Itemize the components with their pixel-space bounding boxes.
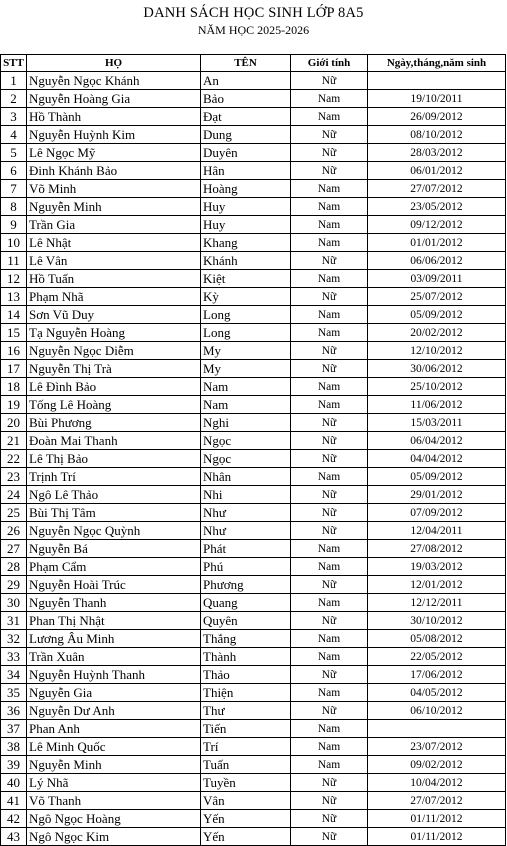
cell-ho: Tống Lê Hoàng (27, 396, 201, 414)
cell-ten: Hoàng (201, 180, 291, 198)
cell-gioi-tinh: Nữ (291, 702, 368, 720)
cell-gioi-tinh: Nam (291, 216, 368, 234)
cell-ho: Lương Âu Minh (27, 630, 201, 648)
cell-ngay-sinh: 09/12/2012 (368, 216, 506, 234)
cell-ten: Huy (201, 216, 291, 234)
cell-gioi-tinh: Nữ (291, 342, 368, 360)
cell-gioi-tinh: Nam (291, 738, 368, 756)
cell-stt: 4 (1, 126, 27, 144)
cell-ten: Nhân (201, 468, 291, 486)
cell-ngay-sinh: 01/01/2012 (368, 234, 506, 252)
student-table (0, 54, 506, 846)
cell-ten: Phát (201, 540, 291, 558)
cell-stt: 1 (1, 72, 27, 90)
cell-gioi-tinh: Nam (291, 684, 368, 702)
cell-ten: Quang (201, 594, 291, 612)
cell-ten: Vân (201, 792, 291, 810)
table-row (1, 90, 506, 108)
cell-ngay-sinh: 01/11/2012 (368, 828, 506, 846)
cell-stt: 43 (1, 828, 27, 846)
cell-gioi-tinh: Nam (291, 180, 368, 198)
cell-gioi-tinh: Nữ (291, 522, 368, 540)
header-ho: HỌ (27, 55, 201, 72)
cell-ngay-sinh: 10/04/2012 (368, 774, 506, 792)
cell-ho: Bùi Phương (27, 414, 201, 432)
cell-ho: Lê Vân (27, 252, 201, 270)
cell-ngay-sinh: 25/10/2012 (368, 378, 506, 396)
cell-ngay-sinh: 12/01/2012 (368, 576, 506, 594)
table-row (1, 162, 506, 180)
table-row (1, 702, 506, 720)
cell-stt: 33 (1, 648, 27, 666)
cell-stt: 40 (1, 774, 27, 792)
cell-ten: Thư (201, 702, 291, 720)
cell-ten: Thắng (201, 630, 291, 648)
cell-gioi-tinh: Nữ (291, 828, 368, 846)
cell-ho: Hồ Tuấn (27, 270, 201, 288)
cell-ngay-sinh: 23/07/2012 (368, 738, 506, 756)
table-row (1, 792, 506, 810)
table-row (1, 612, 506, 630)
page-subtitle: NĂM HỌC 2025-2026 (197, 23, 310, 37)
table-row (1, 648, 506, 666)
cell-stt: 2 (1, 90, 27, 108)
cell-ho: Lê Minh Quốc (27, 738, 201, 756)
cell-ho: Trần Xuân (27, 648, 201, 666)
cell-ngay-sinh: 05/09/2012 (368, 306, 506, 324)
cell-gioi-tinh: Nữ (291, 432, 368, 450)
cell-ngay-sinh: 09/02/2012 (368, 756, 506, 774)
cell-ten: Khánh (201, 252, 291, 270)
cell-stt: 21 (1, 432, 27, 450)
cell-ngay-sinh: 29/01/2012 (368, 486, 506, 504)
cell-stt: 31 (1, 612, 27, 630)
cell-ho: Nguyễn Huỳnh Thanh (27, 666, 201, 684)
cell-ten: Phương (201, 576, 291, 594)
cell-gioi-tinh: Nữ (291, 810, 368, 828)
table-row (1, 666, 506, 684)
table-row (1, 594, 506, 612)
cell-ten: Bảo (201, 90, 291, 108)
table-row (1, 414, 506, 432)
cell-ten: Quyên (201, 612, 291, 630)
cell-gioi-tinh: Nam (291, 234, 368, 252)
table-row (1, 396, 506, 414)
table-row (1, 378, 506, 396)
cell-ho: Lê Thị Bảo (27, 450, 201, 468)
table-row (1, 810, 506, 828)
cell-ten: Thành (201, 648, 291, 666)
table-row (1, 630, 506, 648)
table-row (1, 738, 506, 756)
cell-ho: Đoàn Mai Thanh (27, 432, 201, 450)
cell-ngay-sinh: 08/10/2012 (368, 126, 506, 144)
cell-ngay-sinh: 06/04/2012 (368, 432, 506, 450)
table-row (1, 72, 506, 90)
cell-ngay-sinh: 27/07/2012 (368, 180, 506, 198)
cell-ten: Tiến (201, 720, 291, 738)
cell-ho: Nguyễn Minh (27, 198, 201, 216)
table-row (1, 450, 506, 468)
cell-stt: 39 (1, 756, 27, 774)
cell-ten: Nam (201, 378, 291, 396)
table-row (1, 576, 506, 594)
cell-stt: 10 (1, 234, 27, 252)
header-ten: TÊN (201, 55, 291, 72)
cell-stt: 41 (1, 792, 27, 810)
cell-ngay-sinh (368, 72, 506, 90)
cell-ten: Long (201, 306, 291, 324)
cell-stt: 24 (1, 486, 27, 504)
table-row (1, 108, 506, 126)
cell-ngay-sinh: 04/04/2012 (368, 450, 506, 468)
cell-ten: Trí (201, 738, 291, 756)
cell-gioi-tinh: Nam (291, 756, 368, 774)
cell-ho: Lê Ngọc Mỹ (27, 144, 201, 162)
cell-ho: Nguyễn Bá (27, 540, 201, 558)
cell-ho: Tạ Nguyễn Hoàng (27, 324, 201, 342)
page-title: DANH SÁCH HỌC SINH LỚP 8A5 (143, 5, 364, 21)
cell-stt: 14 (1, 306, 27, 324)
cell-ngay-sinh: 12/04/2011 (368, 522, 506, 540)
cell-ten: My (201, 360, 291, 378)
cell-ten: Ngọc (201, 450, 291, 468)
cell-gioi-tinh: Nam (291, 720, 368, 738)
table-row (1, 216, 506, 234)
cell-stt: 6 (1, 162, 27, 180)
cell-ten: Yến (201, 810, 291, 828)
cell-ngay-sinh: 19/03/2012 (368, 558, 506, 576)
cell-ten: Tuấn (201, 756, 291, 774)
cell-gioi-tinh: Nam (291, 558, 368, 576)
cell-gioi-tinh: Nam (291, 90, 368, 108)
cell-gioi-tinh: Nữ (291, 612, 368, 630)
cell-ho: Nguyễn Ngọc Khánh (27, 72, 201, 90)
cell-gioi-tinh: Nam (291, 324, 368, 342)
cell-ten: Như (201, 504, 291, 522)
cell-ngay-sinh: 12/12/2011 (368, 594, 506, 612)
cell-ho: Phan Anh (27, 720, 201, 738)
cell-ngay-sinh: 19/10/2011 (368, 90, 506, 108)
cell-ho: Võ Minh (27, 180, 201, 198)
cell-ho: Lê Đình Bảo (27, 378, 201, 396)
cell-ngay-sinh: 30/10/2012 (368, 612, 506, 630)
cell-gioi-tinh: Nữ (291, 774, 368, 792)
cell-ho: Phạm Nhã (27, 288, 201, 306)
cell-gioi-tinh: Nữ (291, 450, 368, 468)
cell-ten: My (201, 342, 291, 360)
table-row (1, 684, 506, 702)
cell-stt: 16 (1, 342, 27, 360)
cell-ngay-sinh: 11/06/2012 (368, 396, 506, 414)
cell-stt: 36 (1, 702, 27, 720)
cell-stt: 42 (1, 810, 27, 828)
cell-gioi-tinh: Nữ (291, 792, 368, 810)
cell-ngay-sinh: 30/06/2012 (368, 360, 506, 378)
table-row (1, 432, 506, 450)
cell-stt: 15 (1, 324, 27, 342)
cell-gioi-tinh: Nam (291, 468, 368, 486)
header-ngay-sinh: Ngày,tháng,năm sinh (368, 55, 506, 72)
cell-gioi-tinh: Nam (291, 108, 368, 126)
cell-stt: 23 (1, 468, 27, 486)
cell-gioi-tinh: Nam (291, 648, 368, 666)
cell-stt: 28 (1, 558, 27, 576)
cell-ngay-sinh: 12/10/2012 (368, 342, 506, 360)
cell-gioi-tinh: Nam (291, 198, 368, 216)
cell-ngay-sinh: 06/01/2012 (368, 162, 506, 180)
cell-ngay-sinh: 05/09/2012 (368, 468, 506, 486)
table-row (1, 756, 506, 774)
cell-gioi-tinh: Nữ (291, 360, 368, 378)
table-row (1, 288, 506, 306)
cell-ho: Sơn Vũ Duy (27, 306, 201, 324)
cell-stt: 30 (1, 594, 27, 612)
cell-stt: 11 (1, 252, 27, 270)
cell-gioi-tinh: Nữ (291, 288, 368, 306)
cell-stt: 25 (1, 504, 27, 522)
cell-ho: Hồ Thành (27, 108, 201, 126)
table-row (1, 504, 506, 522)
cell-ngay-sinh: 27/07/2012 (368, 792, 506, 810)
cell-ten: Phú (201, 558, 291, 576)
cell-ho: Nguyễn Thanh (27, 594, 201, 612)
cell-gioi-tinh: Nữ (291, 144, 368, 162)
cell-gioi-tinh: Nữ (291, 486, 368, 504)
cell-ho: Phan Thị Nhật (27, 612, 201, 630)
table-row (1, 342, 506, 360)
cell-gioi-tinh: Nữ (291, 252, 368, 270)
cell-ho: Bùi Thị Tâm (27, 504, 201, 522)
cell-ngay-sinh: 28/03/2012 (368, 144, 506, 162)
cell-stt: 22 (1, 450, 27, 468)
cell-ngay-sinh: 15/03/2011 (368, 414, 506, 432)
table-row (1, 486, 506, 504)
table-row (1, 324, 506, 342)
cell-ten: Nhi (201, 486, 291, 504)
cell-gioi-tinh: Nữ (291, 504, 368, 522)
cell-gioi-tinh: Nữ (291, 162, 368, 180)
table-row (1, 828, 506, 846)
header-gioi-tinh: Giới tính (291, 55, 368, 72)
cell-ho: Nguyễn Hoài Trúc (27, 576, 201, 594)
cell-ngay-sinh: 07/09/2012 (368, 504, 506, 522)
cell-gioi-tinh: Nam (291, 306, 368, 324)
cell-stt: 32 (1, 630, 27, 648)
cell-gioi-tinh: Nam (291, 630, 368, 648)
cell-ho: Nguyễn Gia (27, 684, 201, 702)
cell-ten: Tuyền (201, 774, 291, 792)
cell-stt: 35 (1, 684, 27, 702)
cell-stt: 5 (1, 144, 27, 162)
cell-ngay-sinh: 17/06/2012 (368, 666, 506, 684)
cell-stt: 3 (1, 108, 27, 126)
table-row (1, 558, 506, 576)
header-row (1, 55, 506, 72)
cell-gioi-tinh: Nữ (291, 72, 368, 90)
cell-gioi-tinh: Nữ (291, 666, 368, 684)
cell-ho: Nguyễn Dư Anh (27, 702, 201, 720)
table-row (1, 234, 506, 252)
cell-stt: 38 (1, 738, 27, 756)
table-row (1, 252, 506, 270)
cell-ngay-sinh: 06/06/2012 (368, 252, 506, 270)
cell-stt: 7 (1, 180, 27, 198)
cell-ho: Ngô Ngọc Hoàng (27, 810, 201, 828)
table-row (1, 540, 506, 558)
cell-ho: Nguyễn Thị Trà (27, 360, 201, 378)
cell-ten: Thiện (201, 684, 291, 702)
table-row (1, 198, 506, 216)
cell-gioi-tinh: Nữ (291, 126, 368, 144)
cell-ho: Nguyễn Ngọc Quỳnh (27, 522, 201, 540)
cell-ho: Võ Thanh (27, 792, 201, 810)
cell-ten: Nam (201, 396, 291, 414)
cell-stt: 17 (1, 360, 27, 378)
table-row (1, 774, 506, 792)
cell-ho: Trần Gia (27, 216, 201, 234)
cell-ten: Khang (201, 234, 291, 252)
cell-ten: Đạt (201, 108, 291, 126)
cell-ten: Kiệt (201, 270, 291, 288)
cell-ten: Duyên (201, 144, 291, 162)
cell-gioi-tinh: Nam (291, 270, 368, 288)
cell-ngay-sinh: 22/05/2012 (368, 648, 506, 666)
cell-stt: 13 (1, 288, 27, 306)
cell-ho: Ngô Lê Thảo (27, 486, 201, 504)
cell-ten: Yến (201, 828, 291, 846)
cell-ten: Dung (201, 126, 291, 144)
cell-ho: Lý Nhã (27, 774, 201, 792)
table-row (1, 180, 506, 198)
cell-gioi-tinh: Nữ (291, 414, 368, 432)
cell-stt: 34 (1, 666, 27, 684)
table-row (1, 270, 506, 288)
cell-gioi-tinh: Nam (291, 378, 368, 396)
cell-ngay-sinh: 03/09/2011 (368, 270, 506, 288)
cell-stt: 27 (1, 540, 27, 558)
table-row (1, 360, 506, 378)
cell-gioi-tinh: Nam (291, 396, 368, 414)
cell-ten: Huy (201, 198, 291, 216)
cell-ho: Lê Nhật (27, 234, 201, 252)
cell-ho: Nguyễn Huỳnh Kim (27, 126, 201, 144)
cell-ngay-sinh: 25/07/2012 (368, 288, 506, 306)
cell-ten: Hân (201, 162, 291, 180)
cell-ho: Đinh Khánh Bảo (27, 162, 201, 180)
cell-stt: 20 (1, 414, 27, 432)
cell-ho: Trịnh Trí (27, 468, 201, 486)
cell-ten: Nghi (201, 414, 291, 432)
table-row (1, 144, 506, 162)
cell-ngay-sinh: 06/10/2012 (368, 702, 506, 720)
cell-ten: Kỳ (201, 288, 291, 306)
cell-ho: Nguyễn Minh (27, 756, 201, 774)
cell-ngay-sinh: 26/09/2012 (368, 108, 506, 126)
cell-ten: Ngọc (201, 432, 291, 450)
cell-ngay-sinh: 23/05/2012 (368, 198, 506, 216)
cell-stt: 12 (1, 270, 27, 288)
table-row (1, 522, 506, 540)
header-stt: STT (1, 55, 27, 72)
table-row (1, 126, 506, 144)
cell-ho: Nguyễn Hoàng Gia (27, 90, 201, 108)
cell-ten: An (201, 72, 291, 90)
table-row (1, 468, 506, 486)
cell-ho: Nguyễn Ngọc Diễm (27, 342, 201, 360)
cell-stt: 8 (1, 198, 27, 216)
cell-ngay-sinh: 20/02/2012 (368, 324, 506, 342)
cell-stt: 9 (1, 216, 27, 234)
cell-ngay-sinh: 04/05/2012 (368, 684, 506, 702)
cell-gioi-tinh: Nam (291, 540, 368, 558)
cell-ho: Phạm Cẩm (27, 558, 201, 576)
table-row (1, 306, 506, 324)
cell-ten: Long (201, 324, 291, 342)
cell-ngay-sinh: 01/11/2012 (368, 810, 506, 828)
cell-ten: Thảo (201, 666, 291, 684)
cell-stt: 26 (1, 522, 27, 540)
table-row (1, 720, 506, 738)
cell-ho: Ngô Ngọc Kim (27, 828, 201, 846)
cell-ngay-sinh: 27/08/2012 (368, 540, 506, 558)
cell-ngay-sinh (368, 720, 506, 738)
cell-stt: 18 (1, 378, 27, 396)
cell-stt: 29 (1, 576, 27, 594)
cell-gioi-tinh: Nữ (291, 576, 368, 594)
cell-ngay-sinh: 05/08/2012 (368, 630, 506, 648)
cell-ten: Như (201, 522, 291, 540)
cell-gioi-tinh: Nam (291, 594, 368, 612)
cell-stt: 37 (1, 720, 27, 738)
cell-stt: 19 (1, 396, 27, 414)
